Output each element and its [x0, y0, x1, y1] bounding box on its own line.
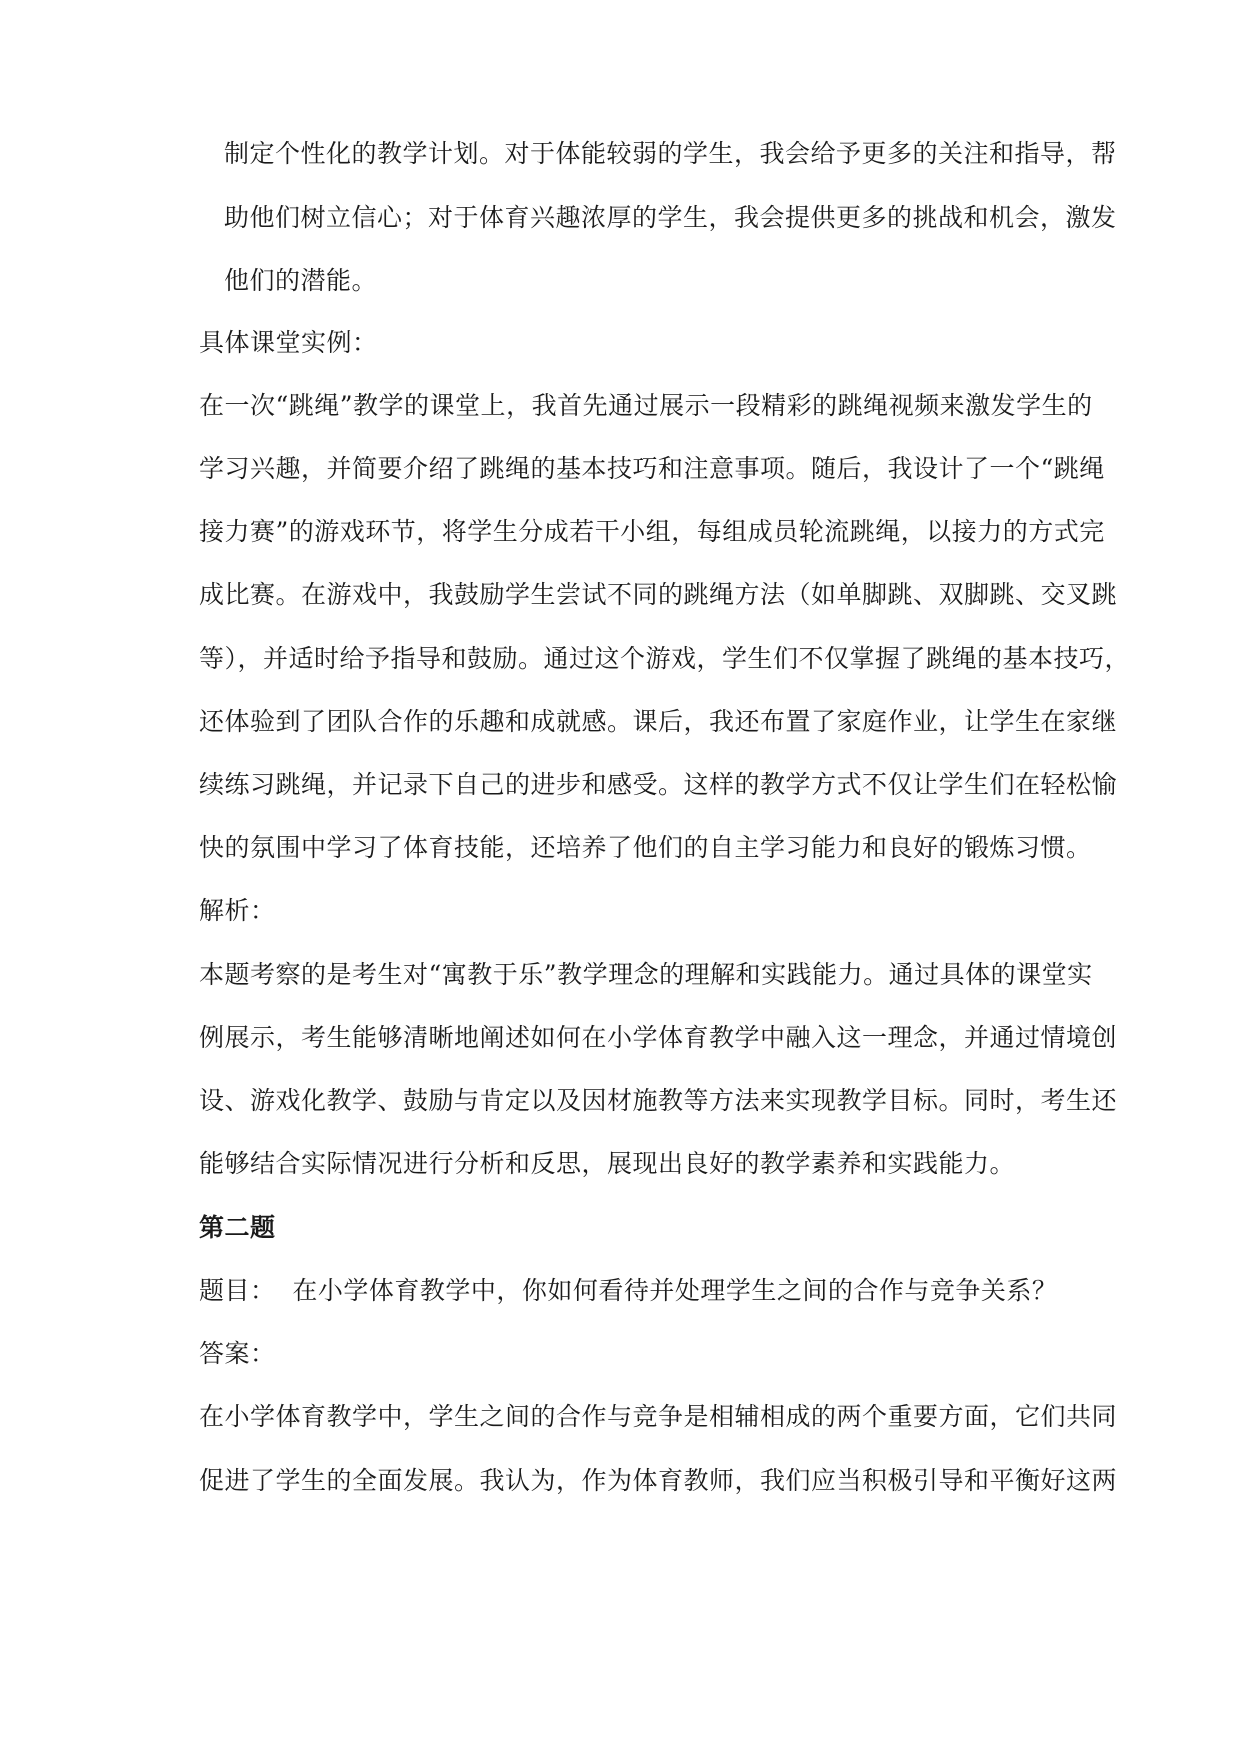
list-continuation-line-3: 他们的潜能。 — [224, 266, 378, 295]
answer-paragraph-line-1: 在小学体育教学中，学生之间的合作与竞争是相辅相成的两个重要方面，它们共同 — [199, 1402, 1118, 1431]
analysis-paragraph-line-4: 能够结合实际情况进行分析和反思，展现出良好的教学素养和实践能力。 — [199, 1149, 1016, 1178]
example-paragraph-line-2: 学习兴趣，并简要介绍了跳绳的基本技巧和注意事项。随后，我设计了一个“跳绳 — [199, 454, 1105, 483]
section-title: 第二题 — [199, 1213, 276, 1242]
analysis-paragraph-line-1: 本题考察的是考生对“寓教于乐”教学理念的理解和实践能力。通过具体的课堂实 — [199, 960, 1093, 989]
list-continuation-line-1: 制定个性化的教学计划。对于体能较弱的学生，我会给予更多的关注和指导，帮 — [224, 139, 1117, 168]
analysis-paragraph-line-3: 设、游戏化教学、鼓励与肯定以及因材施教等方法来实现教学目标。同时，考生还 — [199, 1086, 1118, 1115]
example-paragraph-line-7: 续练习跳绳，并记录下自己的进步和感受。这样的教学方式不仅让学生们在轻松愉 — [199, 770, 1118, 799]
example-paragraph-line-1: 在一次“跳绳”教学的课堂上，我首先通过展示一段精彩的跳绳视频来激发学生的 — [199, 391, 1093, 420]
question-line: 题目： 在小学体育教学中，你如何看待并处理学生之间的合作与竞争关系？ — [199, 1276, 1058, 1305]
analysis-heading: 解析： — [199, 896, 276, 925]
list-continuation-line-2: 助他们树立信心；对于体育兴趣浓厚的学生，我会提供更多的挑战和机会，激发 — [224, 203, 1117, 232]
example-paragraph-line-6: 还体验到了团队合作的乐趣和成就感。课后，我还布置了家庭作业，让学生在家继 — [199, 707, 1118, 736]
analysis-paragraph-line-2: 例展示，考生能够清晰地阐述如何在小学体育教学中融入这一理念，并通过情境创 — [199, 1023, 1118, 1052]
example-paragraph-line-8: 快的氛围中学习了体育技能，还培养了他们的自主学习能力和良好的锻炼习惯。 — [199, 833, 1092, 862]
example-paragraph-line-3: 接力赛”的游戏环节，将学生分成若干小组，每组成员轮流跳绳，以接力的方式完 — [199, 517, 1105, 546]
example-paragraph-line-5: 等），并适时给予指导和鼓励。通过这个游戏，学生们不仅掌握了跳绳的基本技巧， — [199, 644, 1131, 673]
answer-heading: 答案： — [199, 1339, 276, 1368]
example-paragraph-line-4: 成比赛。在游戏中，我鼓励学生尝试不同的跳绳方法（如单脚跳、双脚跳、交叉跳 — [199, 580, 1118, 609]
example-heading: 具体课堂实例： — [199, 328, 378, 357]
answer-paragraph-line-2: 促进了学生的全面发展。我认为，作为体育教师，我们应当积极引导和平衡好这两 — [199, 1466, 1118, 1495]
